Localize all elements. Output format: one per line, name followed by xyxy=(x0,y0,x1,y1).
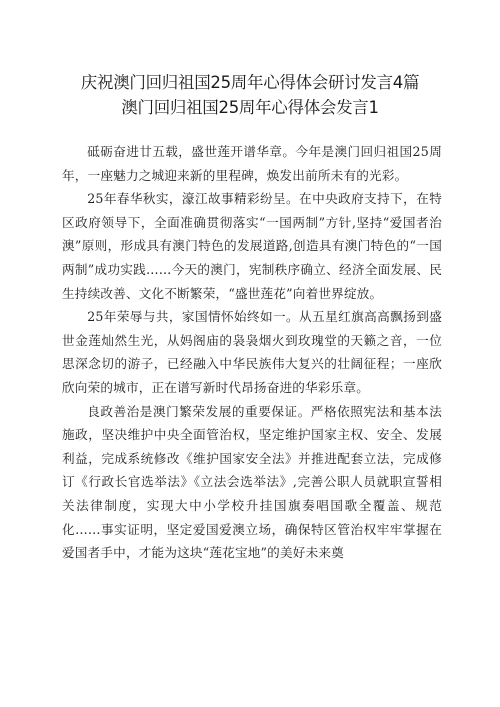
document-title: 庆祝澳门回归祖国25周年心得体会研讨发言4篇 xyxy=(80,73,420,92)
paragraph-1: 砥砺奋进廿五载，盛世莲开谱华章。今年是澳门回归祖国25周年，一座魅力之城迎来新的里程碑，焕发出前所未有的光彩。 xyxy=(62,144,442,183)
document-body xyxy=(62,140,442,565)
paragraph-3: 25年荣辱与共，家国情怀始终如一。从五星红旗高高飘扬到盛世金莲灿然生光，从妈阁庙的袅袅烟火到玫瑰堂的天籁之音，一位思深念切的游子，已经融入中华民族伟大复兴的壮阔征程；一座欣欣向荣的城市，正在谱写新时代昂扬奋进的华彩乐章。 xyxy=(62,309,442,395)
section-title: 澳门回归祖国25周年心得体会发言1 xyxy=(121,98,379,117)
paragraph-2: 25年春华秋实，濠江故事精彩纷呈。在中央政府支持下，在特区政府领导下，全面准确贯彻落实“一国两制”方针,坚持“爱国者治澳”原则，形成具有澳门特色的发展道路,创造具有澳门特色的“一国两制”成功实践……今天的澳门，宪制秩序确立、经济全面发展、民生持续改善、文化不断繁荣，“盛世莲花”向着世界绽放。 xyxy=(62,191,442,301)
paragraph-4: 良政善治是澳门繁荣发展的重要保证。严格依照宪法和基本法施政，坚决维护中央全面管治权，坚定维护国家主权、安全、发展利益，完成系统修改《维护国家安全法》并推进配套立法，完成修订《行政长官选举法》《立法会选举法》,完善公职人员就职宣誓相关法律制度，实现大中小学校升挂国旗奏唱国歌全覆盖、规范化……事实证明，坚定爱国爱澳立场，确保特区管治权牢牢掌握在爱国者手中，才能为这块“莲花宝地”的美好未来奠 xyxy=(62,403,442,561)
